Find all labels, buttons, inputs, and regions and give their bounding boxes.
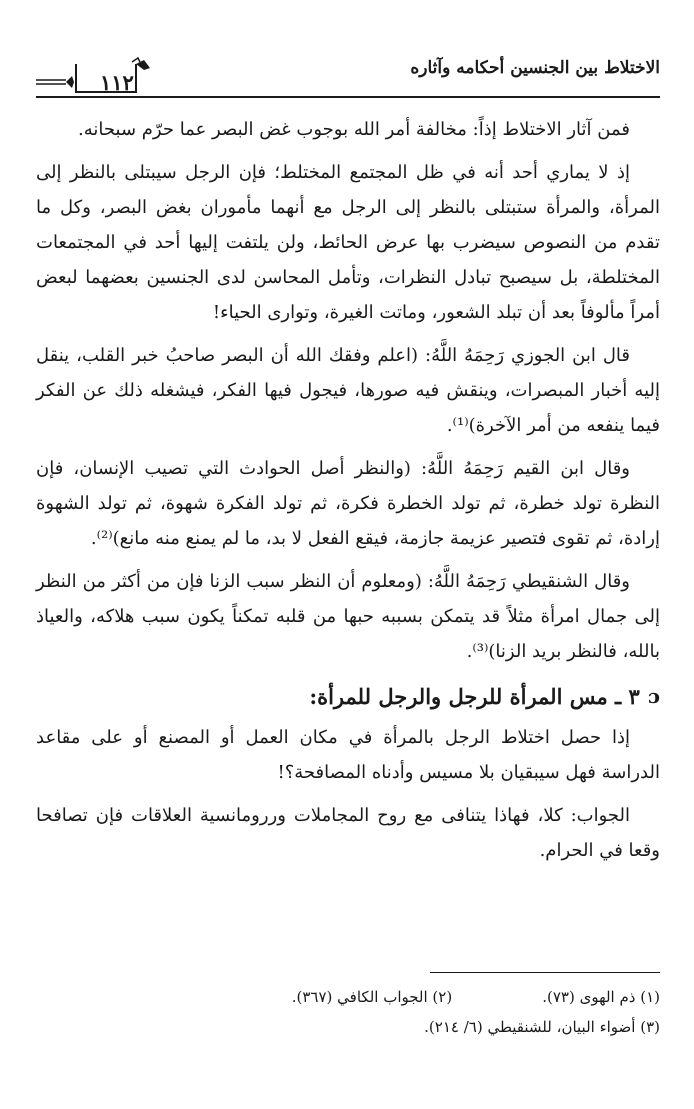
- paragraph: إذ لا يماري أحد أنه في ظل المجتمع المختلط؛ فإن الرجل سيبتلى بالنظر إلى المرأة، والمرأة ستبتلى بالنظر إلى الرجل مع أنهما مأموران بغض البصر، وكل ما تقدم من النصوص سيضرب بها عرض الحائط، ولن يلتفت إليها أحد في المجتمعات المختلطة، بل سيصبح تبادل النظرات، وتأمل المحاسن لدى الجنسين بعضهما لبعض أمراً مألوفاً بعد أن تبلد الشعور، وماتت الغيرة، وتوارى الحياء!: [36, 162, 660, 323]
- book-page: [36, 0, 660, 1109]
- section-heading-text: ٣ ـ مس المرأة للرجل والرجل للمرأة:: [309, 684, 640, 709]
- paragraph: وقال الشنقيطي رَحِمَهُ اللَّهُ: (ومعلوم أن النظر سبب الزنا فإن من أكثر من النظر إلى جمال امرأة مثلاً قد يتمكن بسببه حبها من قلبه تمكناً يكون سبب هلاكه، والعياذ بالله، فالنظر بريد الزنا)⁽³⁾.: [36, 571, 660, 662]
- footnote-3: (٣) أضواء البيان، للشنقيطي (٦/ ٢١٤).: [424, 1018, 660, 1036]
- header-rule: [36, 96, 660, 98]
- paragraph: فمن آثار الاختلاط إذاً: مخالفة أمر الله بوجوب غض البصر عما حرّم سبحانه.: [78, 119, 630, 140]
- footnote-1: (١) ذم الهوى (٧٣).: [542, 988, 660, 1006]
- footnote-separator: [430, 972, 660, 973]
- ornament-frame-icon: [36, 56, 156, 96]
- section-heading: [36, 679, 660, 714]
- paragraph: إذا حصل اختلاط الرجل بالمرأة في مكان العمل أو المصنع أو على مقاعد الدراسة فهل سيبقيان بلا مسيس وأدناه المصافحة؟!: [36, 727, 660, 783]
- running-header: [36, 52, 660, 100]
- main-text: [36, 112, 660, 876]
- page-number-ornament: [36, 56, 156, 96]
- paragraph: قال ابن الجوزي رَحِمَهُ اللَّهُ: (اعلم وفقك الله أن البصر صاحبُ خبر القلب، ينقل إليه أخبار المبصرات، وينقش فيه صورها، فيجول فيها الفكر، فيشغله ذلك عن الفكر فيما ينفعه من أمر الآخرة)⁽¹⁾.: [36, 345, 660, 436]
- footnote-2: (٢) الجواب الكافي (٣٦٧).: [291, 988, 453, 1006]
- section-marker-icon: ɔ: [647, 684, 660, 708]
- footnotes: [36, 982, 660, 1042]
- paragraph: الجواب: كلا، فهاذا يتنافى مع روح المجاملات وررومانسية العلاقات فإن تصافحا وقعا في الحرام.: [36, 805, 660, 861]
- footnote-row: [36, 1012, 660, 1042]
- page-number: ١١٢: [100, 70, 134, 95]
- running-title: الاختلاط بين الجنسين أحكامه وآثاره: [410, 58, 660, 78]
- footnote-row: [36, 982, 660, 1012]
- paragraph: وقال ابن القيم رَحِمَهُ اللَّهُ: (والنظر أصل الحوادث التي تصيب الإنسان، فإن النظرة تولد خطرة، ثم تولد الخطرة فكرة، ثم تولد الفكرة شهوة، ثم تولد الشهوة إرادة، ثم تقوى فتصير عزيمة جازمة، فيقع الفعل لا بد، ما لم يمنع منه مانع)⁽²⁾.: [36, 458, 660, 549]
